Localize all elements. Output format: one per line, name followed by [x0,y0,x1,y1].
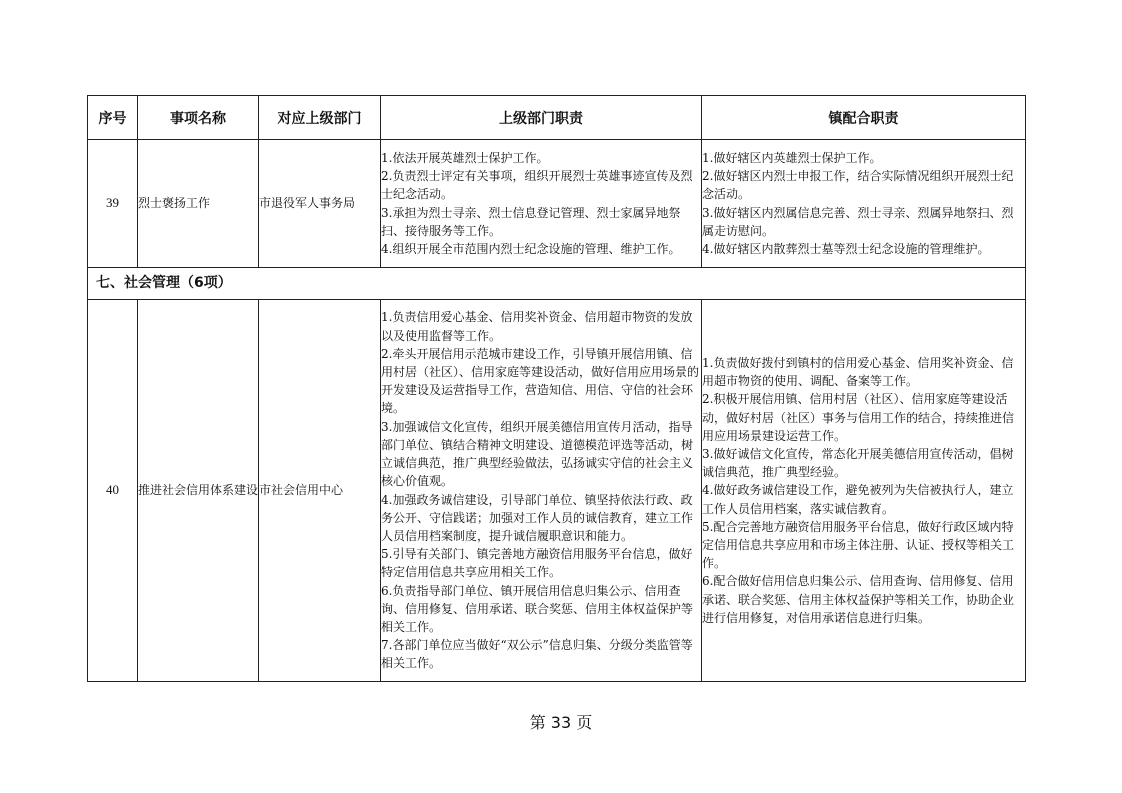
duty-line: 2.负责烈士评定有关事项，组织开展烈士英雄事迹宣传及烈士纪念活动。 [381,169,693,202]
dept-name: 市退役军人事务局 [259,140,381,268]
header-town-duties: 镇配合职责 [702,96,1026,140]
duty-line: 1.负责信用爱心基金、信用奖补资金、信用超市物资的发放以及使用监督等工作。 [381,310,693,343]
duty-line: 4.组织开展全市范围内烈士纪念设施的管理、维护工作。 [381,241,681,256]
duty-line: 4.做好政务诚信建设工作，避免被列为失信被执行人，建立工作人员信用档案，落实诚信教育。 [702,483,1014,516]
duty-line: 7.各部门单位应当做好“双公示”信息归集、分级分类监管等相关工作。 [381,638,693,671]
duty-line: 1.负责做好拨付到镇村的信用爱心基金、信用奖补资金、信用超市物资的使用、调配、备案等工作。 [702,355,1014,389]
duty-line: 1.做好辖区内英雄烈士保护工作。 [702,150,882,165]
item-name: 烈士褒扬工作 [138,140,259,268]
header-seq: 序号 [88,96,138,140]
responsibility-table [87,95,1026,682]
header-item-name: 事项名称 [138,96,259,140]
page-number: 第 33 页 [529,713,593,732]
duty-line: 3.加强诚信文化宣传，组织开展美德信用宣传月活动，指导部门单位、镇结合精神文明建设、道德模范评选等活动，树立诚信典范，推广典型经验做法，弘扬诚实守信的社会主义核心价值观。 [381,419,694,489]
duty-line: 2.牵头开展信用示范城市建设工作，引导镇开展信用镇、信用村居（社区）、信用家庭等建设活动，做好信用应用场景的开发建设及运营指导工作，营造知信、用信、守信的社会环境。 [381,346,700,416]
table-row [88,140,1026,268]
town-duties-cell [702,300,1026,682]
town-duties-cell [702,140,1026,268]
duty-line: 1.依法开展英雄烈士保护工作。 [381,150,549,165]
header-dept: 对应上级部门 [259,96,381,140]
duty-line: 2.做好辖区内烈士申报工作，结合实际情况组织开展烈士纪念活动。 [702,169,1014,202]
table-header-row [88,96,1026,140]
duty-line: 4.做好辖区内散葬烈士墓等烈士纪念设施的管理维护。 [702,241,990,256]
upper-duties-cell [381,300,702,682]
duty-line: 3.承担为烈士寻亲、烈士信息登记管理、烈士家属异地祭扫、接待服务等工作。 [381,205,681,238]
duty-line: 3.做好诚信文化宣传，常态化开展美德信用宣传活动，倡树诚信典范，推广典型经验。 [702,446,1014,480]
section-header-row [88,268,1026,300]
section-title: 七、社会管理（6项） [88,268,1026,300]
header-upper-duties: 上级部门职责 [381,96,702,140]
duty-line: 5.引导有关部门、镇完善地方融资信用服务平台信息，做好特定信用信息共享应用相关工作。 [381,547,693,580]
upper-duties-cell [381,140,702,268]
duty-line: 6.负责指导部门单位、镇开展信用信息归集公示、信用查询、信用修复、信用承诺、联合奖惩、信用主体权益保护等相关工作。 [381,583,694,634]
duty-line: 6.配合做好信用信息归集公示、信用查询、信用修复、信用承诺、联合奖惩、信用主体权益保护等相关工作，协助企业进行信用修复，对信用承诺信息进行归集。 [702,574,1015,625]
item-name: 推进社会信用体系建设 [138,300,259,682]
duty-line: 3.做好辖区内烈属信息完善、烈士寻亲、烈属异地祭扫、烈属走访慰问。 [702,205,1014,238]
dept-name: 市社会信用中心 [259,300,381,682]
duty-line: 4.加强政务诚信建设，引导部门单位、镇坚持依法行政、政务公开、守信践诺；加强对工作人员的诚信教育，建立工作人员信用档案制度，提升诚信履职意识和能力。 [381,492,694,543]
duty-line: 5.配合完善地方融资信用服务平台信息，做好行政区域内特定信用信息共享应用和市场主体注册、认证、授权等相关工作。 [702,519,1015,571]
row-number: 40 [88,300,138,682]
duty-line: 2.积极开展信用镇、信用村居（社区）、信用家庭等建设活动，做好村居（社区）事务与信用工作的结合，持续推进信用应用场景建设运营工作。 [702,392,1015,443]
table-row [88,300,1026,682]
row-number: 39 [88,140,138,268]
